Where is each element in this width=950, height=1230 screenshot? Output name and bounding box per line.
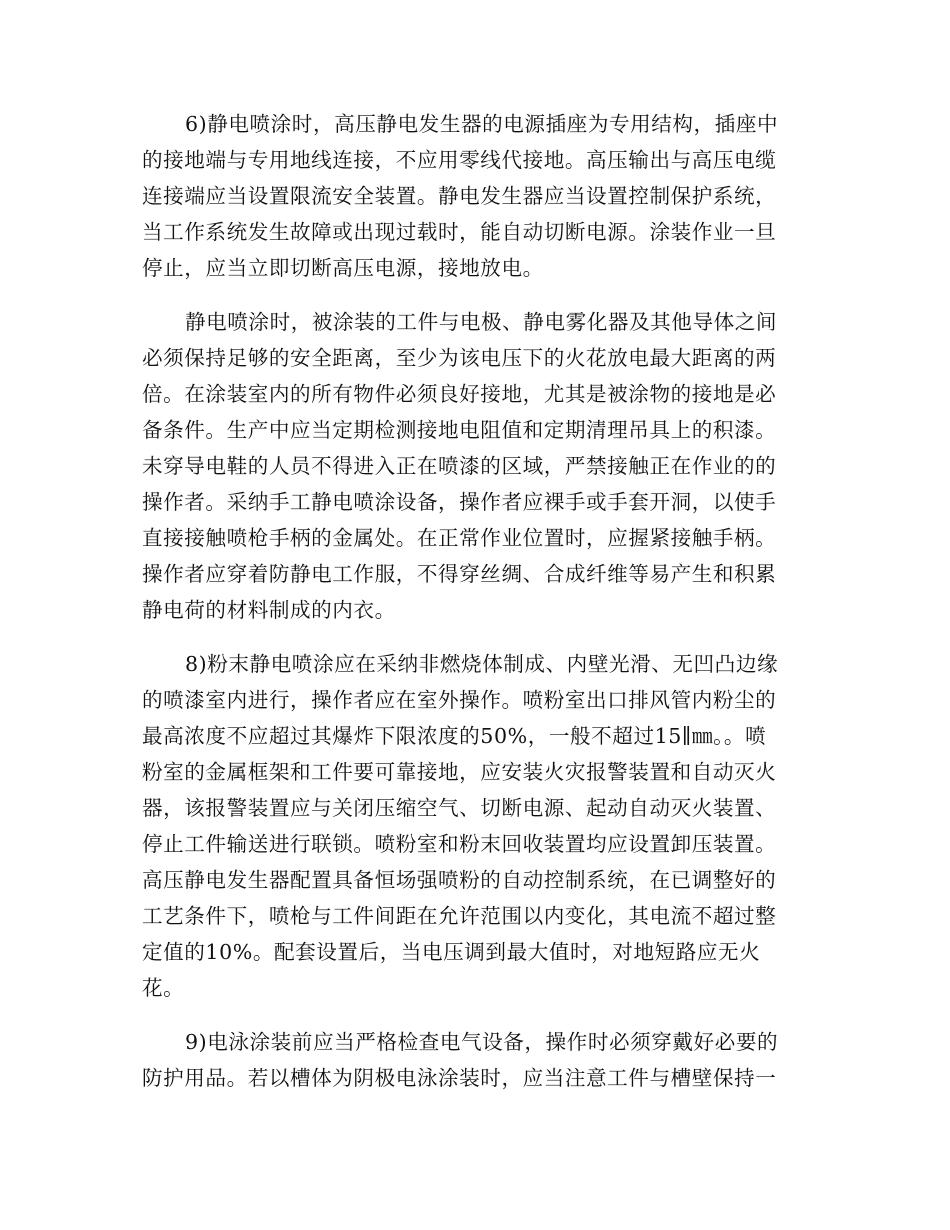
text-line: 连接端应当设置限流安全装置。静电发生器应当设置控制保护系统， (142, 184, 777, 208)
text-line: 定值的10%。配套设置后，当电压调到最大值时，对地短路应无火 (142, 940, 761, 964)
text-line: 器，该报警装置应与关闭压缩空气、切断电源、起动自动灭火装置、 (142, 796, 777, 820)
paragraph-powder-coating (142, 646, 798, 1006)
text-line: 工艺条件下，喷枪与工件间距在允许范围以内变化，其电流不超过整 (142, 904, 777, 928)
text-line: 8)粉末静电喷涂应在采纳非燃烧体制成、内壁光滑、无凹凸边缘 (185, 652, 779, 676)
text-line: 最高浓度不应超过其爆炸下限浓度的50%，一般不超过15∥㎜。。喷 (142, 724, 767, 748)
text-line: 操作者。采纳手工静电喷涂设备，操作者应裸手或手套开洞，以使手 (142, 490, 777, 514)
document-body (142, 106, 798, 1114)
text-line: 6)静电喷涂时，高压静电发生器的电源插座为专用结构，插座中 (185, 112, 779, 136)
text-line: 9)电泳涂装前应当严格检查电气设备，操作时必须穿戴好必要的 (185, 1030, 779, 1054)
text-line: 必须保持足够的安全距离，至少为该电压下的火花放电最大距离的两 (142, 346, 777, 370)
text-line: 备条件。生产中应当定期检测接地电阻值和定期清理吊具上的积漆。 (142, 418, 777, 442)
text-line: 的喷漆室内进行，操作者应在室外操作。喷粉室出口排风管内粉尘的 (142, 688, 777, 712)
text-line: 未穿导电鞋的人员不得进入正在喷漆的区域，严禁接触正在作业的的 (142, 454, 777, 478)
text-line: 直接接触喷枪手柄的金属处。在正常作业位置时，应握紧接触手柄。 (142, 526, 777, 550)
paragraph-electrophoretic-coating (142, 1024, 798, 1096)
text-line: 的接地端与专用地线连接，不应用零线代接地。高压输出与高压电缆 (142, 148, 777, 172)
text-line: 防护用品。若以槽体为阴极电泳涂装时，应当注意工件与槽壁保持一 (142, 1066, 777, 1090)
text-line: 静电荷的材料制成的内衣。 (142, 598, 396, 622)
text-line: 花。 (142, 976, 185, 1000)
paragraph-electrostatic-generator (142, 106, 798, 286)
text-line: 操作者应穿着防静电工作服，不得穿丝绸、合成纤维等易产生和积累 (142, 562, 777, 586)
text-line: 当工作系统发生故障或出现过载时，能自动切断电源。涂装作业一旦 (142, 220, 777, 244)
text-line: 高压静电发生器配置具备恒场强喷粉的自动控制系统，在已调整好的 (142, 868, 777, 892)
text-line: 静电喷涂时，被涂装的工件与电极、静电雾化器及其他导体之间 (185, 310, 778, 334)
text-line: 粉室的金属框架和工件要可靠接地，应安装火灾报警装置和自动灭火 (142, 760, 777, 784)
text-line: 倍。在涂装室内的所有物件必须良好接地，尤其是被涂物的接地是必 (142, 382, 777, 406)
text-line: 停止工件输送进行联锁。喷粉室和粉末回收装置均应设置卸压装置。 (142, 832, 777, 856)
paragraph-safety-distance (142, 304, 798, 628)
text-line: 停止，应当立即切断高压电源，接地放电。 (142, 256, 544, 280)
